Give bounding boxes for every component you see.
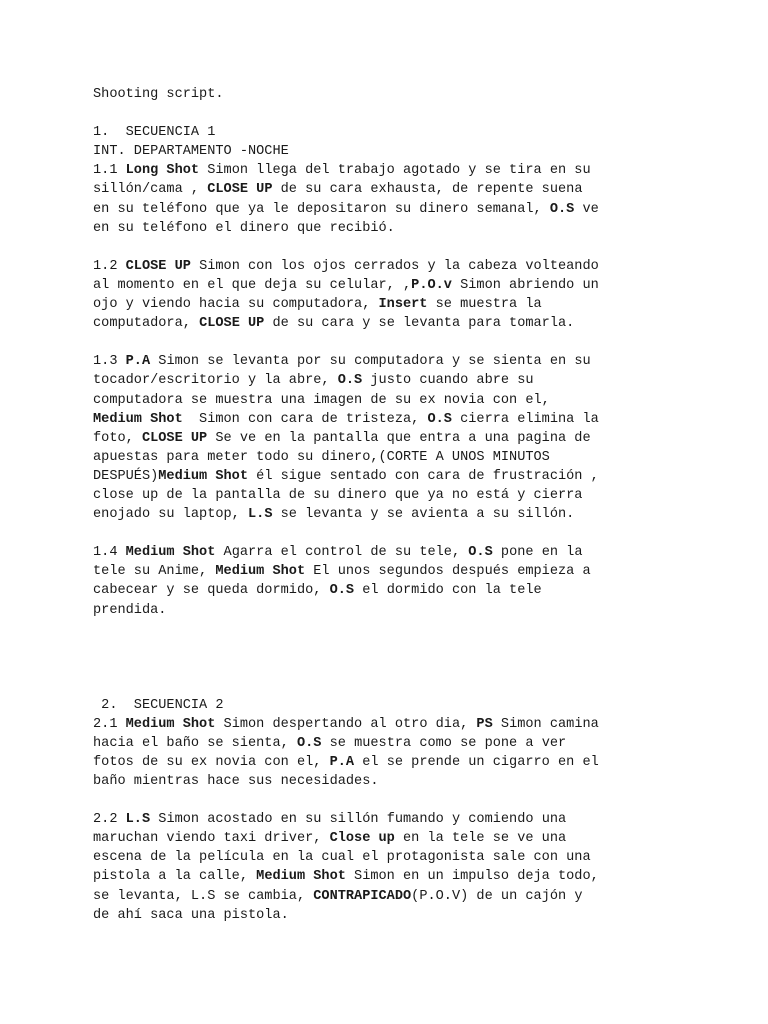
script-line	[93, 314, 753, 333]
script-text: 2.1	[93, 716, 126, 732]
script-text: pistola a la calle,	[93, 869, 257, 885]
section-heading: 2. SECUENCIA 2	[93, 697, 224, 713]
script-text: justo cuando abre su	[362, 373, 534, 389]
shot-term: PS	[476, 716, 493, 732]
script-paragraph	[93, 810, 753, 925]
script-text: el dormido con la tele	[354, 583, 542, 599]
script-text: tocador/escritorio y la abre,	[93, 373, 338, 389]
script-paragraph	[93, 715, 753, 791]
script-line	[93, 371, 753, 390]
script-text: en la tele se ve una	[394, 831, 567, 847]
script-paragraph	[93, 257, 753, 333]
script-line	[93, 257, 753, 276]
script-text: Simon se levanta por su computadora y se sienta en su	[150, 354, 591, 370]
shot-term: O.S	[296, 735, 322, 751]
script-text: de su cara exhausta, de repente suena	[272, 182, 583, 198]
script-text: (P.O.V) de un cajón y	[411, 888, 583, 904]
script-text: 1.2	[93, 258, 126, 274]
shot-term: O.S	[329, 583, 355, 599]
script-line	[93, 391, 753, 410]
script-line	[93, 581, 753, 600]
script-text: DESPUÉS)	[93, 468, 159, 484]
script-text: prendida.	[93, 602, 167, 618]
shot-term: O.S	[337, 373, 363, 389]
script-line	[93, 352, 753, 371]
document-title: Shooting script.	[93, 87, 224, 102]
script-text: Se ve en la pantalla que entra a una pagina de	[207, 430, 591, 446]
script-text: cierra elimina la	[451, 411, 599, 427]
script-line	[93, 906, 753, 925]
script-paragraph	[93, 161, 753, 237]
script-line	[93, 715, 753, 734]
shot-term: P.A	[329, 754, 355, 770]
shot-term: O.S	[427, 411, 452, 427]
shot-term: CONTRAPICADO	[313, 888, 412, 904]
script-text: pone en la	[492, 545, 583, 561]
script-text: enojado su laptop,	[93, 507, 248, 523]
script-line	[93, 505, 753, 524]
script-text: hacia el baño se sienta,	[93, 735, 297, 751]
shot-term: Medium Shot	[215, 564, 306, 580]
shot-term: Medium Shot	[125, 716, 216, 732]
script-text: el se prende un cigarro en el	[354, 754, 599, 770]
script-line	[93, 295, 753, 314]
script-line	[93, 161, 753, 180]
script-text: de ahí saca una pistola.	[93, 907, 289, 923]
script-text: ve	[574, 201, 599, 217]
shot-term: Medium Shot	[256, 869, 346, 885]
script-text: se levanta y se avienta a su sillón.	[272, 507, 575, 523]
script-text: Simon con los ojos cerrados y la cabeza volteando	[190, 258, 599, 274]
script-text: fotos de su ex novia con el,	[93, 754, 330, 770]
script-line	[93, 276, 753, 295]
shot-term: P.O.v	[411, 277, 452, 293]
script-text: Simon con cara de tristeza,	[182, 411, 428, 427]
script-line	[93, 867, 753, 886]
script-text: Simon abriendo un	[451, 277, 599, 293]
script-text: El unos segundos después empieza a	[305, 564, 591, 580]
shot-term: L.S	[125, 812, 151, 828]
script-line	[93, 467, 753, 486]
script-line	[93, 887, 753, 906]
script-text: 1.1	[93, 163, 126, 179]
script-text: Simon despertando al otro dia,	[215, 716, 477, 732]
script-paragraph	[93, 543, 753, 619]
script-line	[93, 848, 753, 867]
shot-term: Medium Shot	[93, 411, 183, 427]
script-paragraph	[93, 352, 753, 524]
shot-term: Medium Shot	[158, 468, 248, 484]
script-line	[93, 772, 753, 791]
section-2	[93, 696, 753, 925]
script-text: ojo y viendo hacia su computadora,	[93, 297, 379, 313]
section-heading: 1. SECUENCIA 1	[93, 125, 216, 141]
script-line	[93, 180, 753, 199]
section-1	[93, 123, 753, 619]
script-line	[93, 486, 753, 505]
script-text: al momento en el que deja su celular, ,	[93, 277, 412, 293]
script-text: en su teléfono el dinero que recibió.	[93, 220, 395, 236]
script-text: de su cara y se levanta para tomarla.	[264, 316, 575, 332]
shot-term: Close up	[329, 831, 395, 847]
shot-term: O.S	[468, 545, 493, 561]
shot-term: L.S	[248, 507, 273, 523]
script-text: se levanta, L.S se cambia,	[93, 888, 314, 904]
script-line	[93, 734, 753, 753]
script-line	[93, 543, 753, 562]
script-text: baño mientras hace sus necesidades.	[93, 774, 379, 789]
shot-term: CLOSE UP	[207, 182, 273, 198]
shot-term: CLOSE UP	[199, 316, 265, 332]
script-text: en su teléfono que ya le depositaron su dinero semanal,	[93, 201, 550, 217]
script-line	[93, 429, 753, 448]
script-text: close up de la pantalla de su dinero que ya no está y cierra	[93, 487, 583, 503]
script-line	[93, 219, 753, 238]
shot-term: O.S	[549, 201, 575, 217]
script-page	[93, 85, 753, 925]
script-text: se muestra la	[427, 297, 542, 313]
script-text: 2.2	[93, 812, 126, 828]
script-text: 1.3	[93, 354, 126, 370]
shot-term: Long Shot	[125, 163, 200, 179]
script-text: Simon acostado en su sillón fumando y comiendo una	[150, 812, 567, 828]
script-text: se muestra como se pone a ver	[321, 735, 567, 751]
script-text: 1.4	[93, 545, 126, 561]
script-text: Simon camina	[492, 716, 599, 732]
script-line	[93, 200, 753, 219]
script-text: él sigue sentado con cara de frustración ,	[248, 468, 599, 484]
script-line	[93, 829, 753, 848]
script-line	[93, 410, 753, 429]
script-text: foto,	[93, 430, 142, 446]
script-text: tele su Anime,	[93, 564, 216, 580]
script-line	[93, 562, 753, 581]
script-text: computadora,	[93, 316, 200, 332]
shot-term: Medium Shot	[125, 545, 216, 561]
scene-setting: INT. DEPARTAMENTO -NOCHE	[93, 144, 289, 160]
script-line	[93, 810, 753, 829]
shot-term: Insert	[378, 297, 428, 313]
script-text: escena de la película en la cual el protagonista sale con una	[93, 850, 591, 866]
script-text: Simon llega del trabajo agotado y se tira en su	[199, 163, 591, 179]
shot-term: CLOSE UP	[125, 258, 191, 274]
script-line	[93, 753, 753, 772]
script-text: Agarra el control de su tele,	[215, 545, 469, 561]
section-1-body	[93, 161, 753, 619]
script-line	[93, 448, 753, 467]
script-text: Simon en un impulso deja todo,	[345, 869, 599, 885]
script-text: cabecear y se queda dormido,	[93, 583, 330, 599]
script-text: sillón/cama ,	[93, 182, 208, 198]
script-line	[93, 601, 753, 620]
shot-term: P.A	[125, 354, 151, 370]
section-2-body	[93, 715, 753, 925]
script-text: maruchan viendo taxi driver,	[93, 831, 330, 847]
script-text: computadora se muestra una imagen de su ex novia con el,	[93, 392, 550, 408]
shot-term: CLOSE UP	[141, 430, 208, 446]
script-text: apuestas para meter todo su dinero,(CORTE A UNOS MINUTOS	[93, 449, 550, 465]
